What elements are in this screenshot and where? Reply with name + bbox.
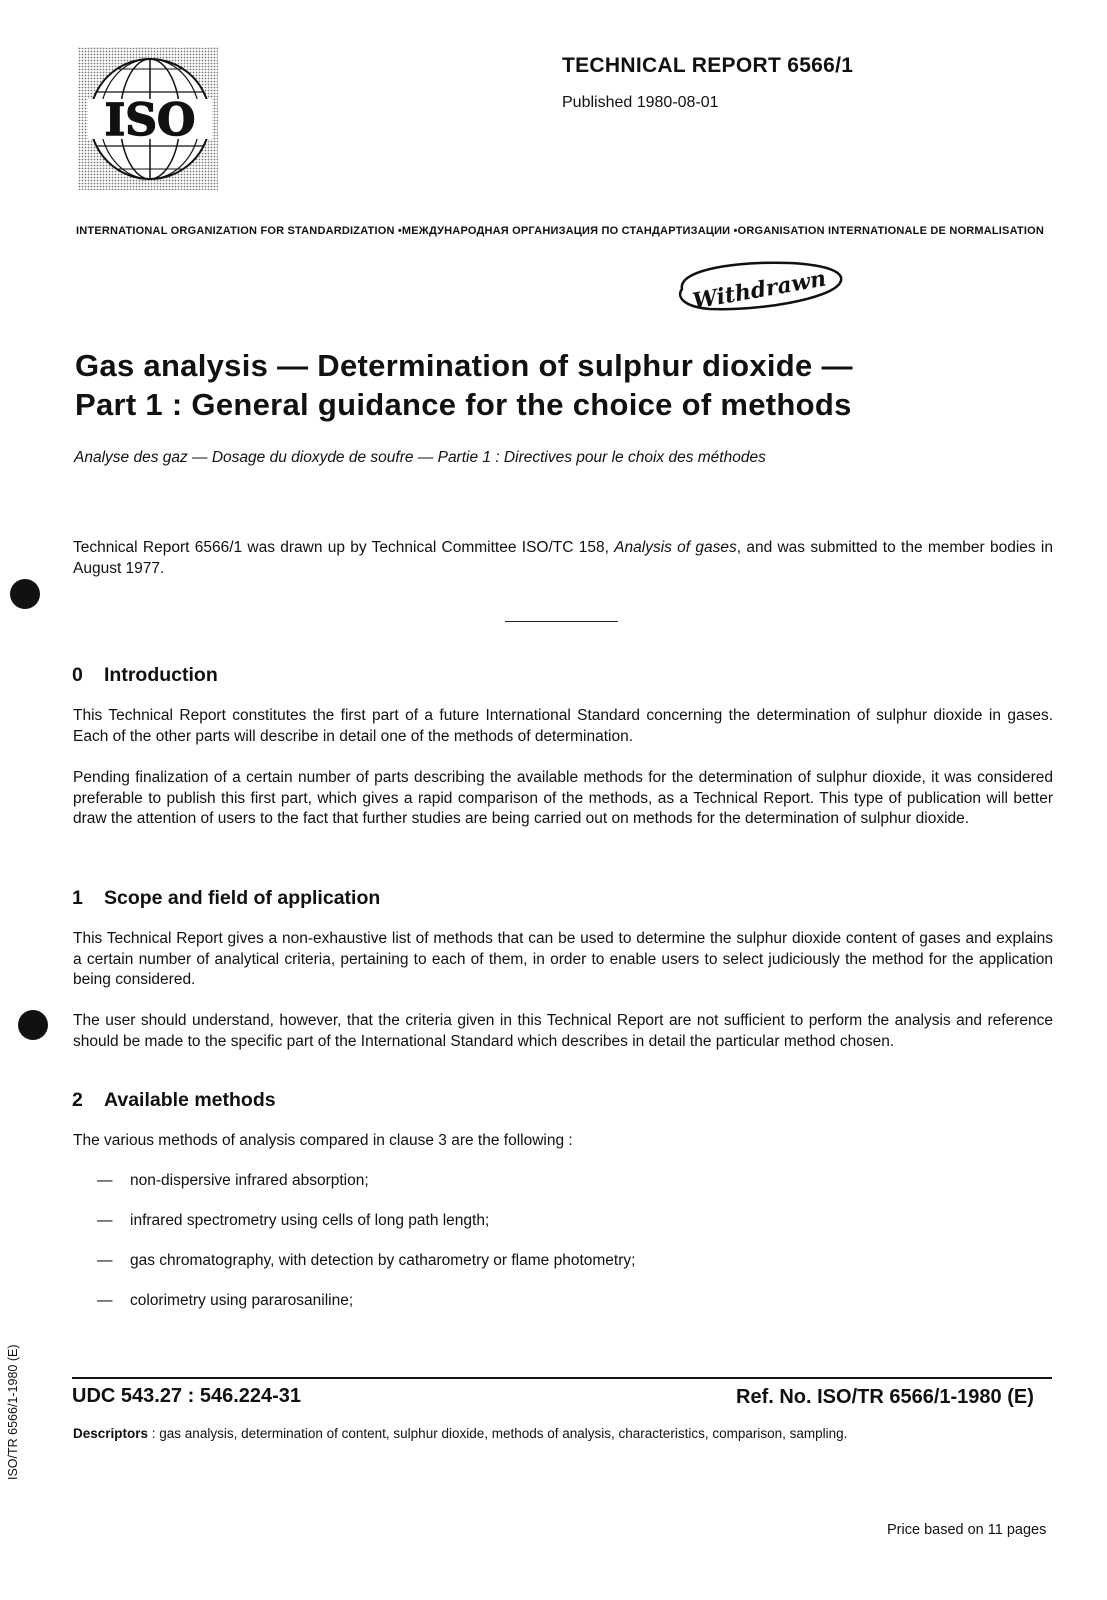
list-dash: — <box>97 1172 113 1189</box>
title-line-2: Part 1 : General guidance for the choice of methods <box>75 387 852 422</box>
list-item <box>97 1212 489 1230</box>
descriptors-text: : gas analysis, determination of content, sulphur dioxide, methods of analysis, characteristics, comparison, sampling. <box>148 1426 848 1441</box>
section-title: Available methods <box>104 1089 276 1111</box>
list-dash: — <box>97 1252 113 1269</box>
section-number: 2 <box>72 1089 83 1111</box>
section-divider <box>505 621 618 622</box>
price-note: Price based on 11 pages <box>887 1522 1047 1538</box>
list-item-text: gas chromatography, with detection by catharometry or flame photometry; <box>130 1252 636 1269</box>
iso-logo <box>78 47 218 190</box>
list-item <box>97 1252 635 1270</box>
list-item-text: non-dispersive infrared absorption; <box>130 1172 369 1189</box>
section-number: 0 <box>72 664 83 686</box>
section-title: Scope and field of application <box>104 887 381 909</box>
report-title: TECHNICAL REPORT 6566/1 <box>562 54 854 77</box>
list-item <box>97 1292 353 1310</box>
committee-note-end: , and was submitted to the member bodies in August 1977. <box>73 539 1054 577</box>
logo-text: ISO <box>104 95 196 146</box>
committee-note-text: Technical Report 6566/1 was drawn up by Technical Committee ISO/TC 158, <box>73 539 615 556</box>
withdrawn-stamp <box>670 255 850 317</box>
stamp-text: Withdrawn <box>690 265 829 315</box>
side-reference-code: ISO/TR 6566/1-1980 (E) <box>6 1344 20 1480</box>
list-item-text: infrared spectrometry using cells of long path length; <box>130 1212 490 1229</box>
section-heading-scope <box>72 887 380 910</box>
paragraph: This Technical Report constitutes the first part of a future International Standard concerning the determination of sulphur dioxide in gases. Each of the other parts will describe in detail one of the methods of determination. <box>73 707 1053 745</box>
list-dash: — <box>97 1212 113 1229</box>
list-item-text: colorimetry using pararosaniline; <box>130 1292 354 1309</box>
udc-code: UDC 543.27 : 546.224-31 <box>72 1385 302 1407</box>
published-date: Published 1980-08-01 <box>562 94 719 111</box>
descriptors-label: Descriptors <box>73 1426 149 1441</box>
footer-rule <box>72 1377 1052 1379</box>
paragraph: The various methods of analysis compared in clause 3 are the following : <box>73 1132 573 1149</box>
reference-number: Ref. No. ISO/TR 6566/1-1980 (E) <box>736 1386 1034 1408</box>
punch-hole-mark <box>10 579 40 609</box>
section-title: Introduction <box>104 664 218 686</box>
descriptors <box>73 1426 847 1441</box>
paragraph: The user should understand, however, that the criteria given in this Technical Report are not sufficient to perform the analysis and reference should be made to the specific part of the International Standard which describes in detail the particular method chosen. <box>73 1012 1053 1050</box>
title-line-1: Gas analysis — Determination of sulphur dioxide — <box>75 348 853 383</box>
list-dash: — <box>97 1292 113 1309</box>
section-heading-introduction <box>72 664 218 687</box>
french-title: Analyse des gaz — Dosage du dioxyde de soufre — Partie 1 : Directives pour le choix des méthodes <box>74 449 766 466</box>
organization-line: INTERNATIONAL ORGANIZATION FOR STANDARDIZATION •МЕЖДУНАРОДНАЯ ОРГАНИЗАЦИЯ ПО СТАНДАРТИЗАЦИИ •ORGANISATION INTERNATIONALE DE NORMALISATION <box>76 225 1045 237</box>
committee-name: Analysis of gases <box>614 539 737 556</box>
section-number: 1 <box>72 887 83 909</box>
section-heading-available-methods <box>72 1089 276 1112</box>
paragraph: Pending finalization of a certain number of parts describing the available methods for the determination of sulphur dioxide, it was considered preferable to publish this first part, which gives a rapid comparison of the methods, as a Technical Report. This type of publication will better draw the attention of users to the fact that further studies are being carried out on methods for the determination of sulphur dioxide. <box>73 769 1053 827</box>
main-title <box>75 346 1055 424</box>
paragraph: This Technical Report gives a non-exhaustive list of methods that can be used to determine the sulphur dioxide content of gases and explains a certain number of analytical criteria, pertaining to each of them, in order to enable users to select judiciously the method for the application being considered. <box>73 930 1053 988</box>
punch-hole-mark <box>18 1010 48 1040</box>
committee-note <box>73 538 1053 579</box>
list-item <box>97 1172 369 1190</box>
